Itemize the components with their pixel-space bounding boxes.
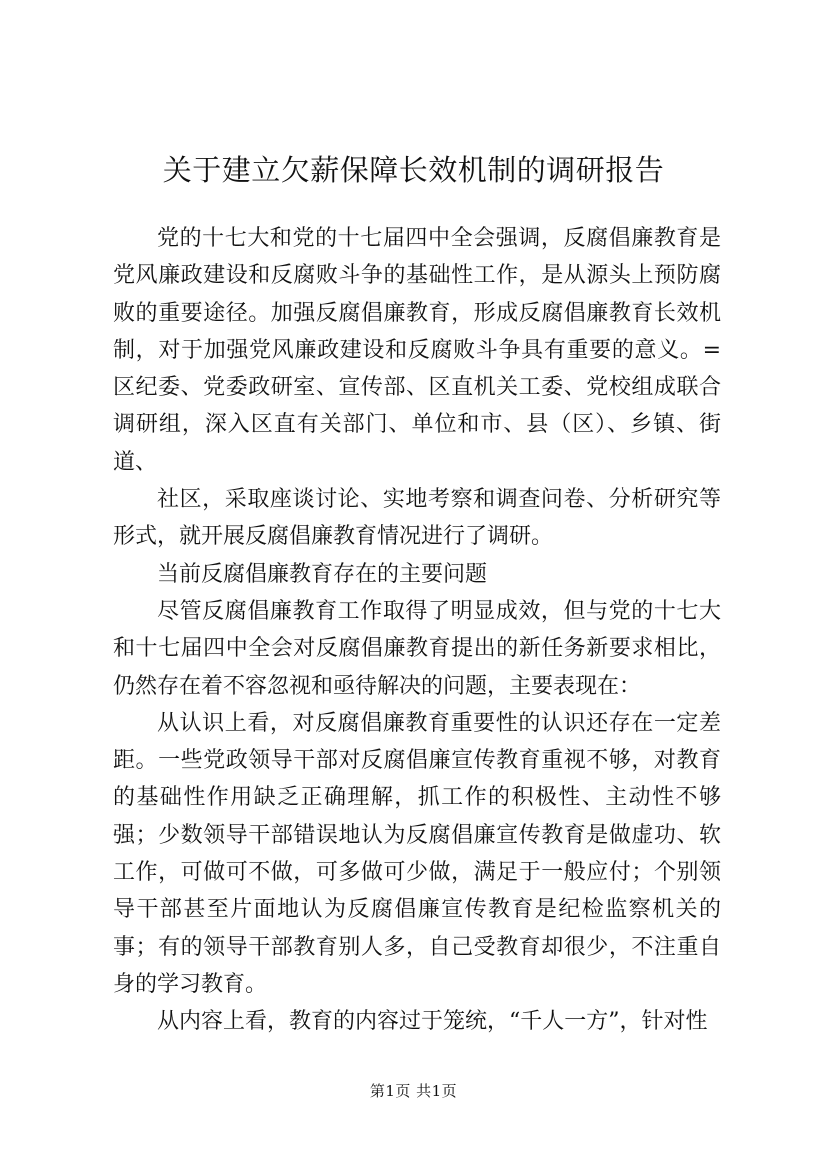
document-title: 关于建立欠薪保障长效机制的调研报告 — [162, 153, 665, 187]
paragraph-method: 社区，采取座谈讨论、实地考察和调查问卷、分析研究等形式，就开展反腐倡廉教育情况进行了调研。 — [113, 487, 721, 550]
page-footer: 第1页 共1页 — [369, 1082, 458, 1100]
paragraph-problems-overview: 尽管反腐倡廉教育工作取得了明显成效，但与党的十七大和十七届四中全会对反腐倡廉教育提出的新任务新要求相比，仍然存在着不容忽视和亟待解决的问题，主要表现在： — [113, 598, 721, 699]
paragraph-intro: 党的十七大和党的十七届四中全会强调，反腐倡廉教育是党风廉政建设和反腐败斗争的基础性工作，是从源头上预防腐败的重要途径。加强反腐倡廉教育，形成反腐倡廉教育长效机制，对于加强党风廉政建设和反腐败斗争具有重要的意义。=区纪委、党委政研室、宣传部、区直机关工委、党校组成联合调研组，深入区直有关部门、单位和市、县（区）、乡镇、街道、 — [113, 226, 721, 475]
document-body — [113, 220, 721, 1041]
paragraph-content: 从内容上看，教育的内容过于笼统，“千人一方”，针对性 — [157, 1009, 708, 1035]
section-heading-problems: 当前反腐倡廉教育存在的主要问题 — [157, 561, 488, 587]
paragraph-awareness: 从认识上看，对反腐倡廉教育重要性的认识还存在一定差距。一些党政领导干部对反腐倡廉宣传教育重视不够，对教育的基础性作用缺乏正确理解，抓工作的积极性、主动性不够强；少数领导干部错误地认为反腐倡廉宣传教育是做虚功、软工作，可做可不做，可多做可少做，满足于一般应付；个别领导干部甚至片面地认为反腐倡廉宣传教育是纪检监察机关的事；有的领导干部教育别人多，自己受教育却很少，不注重自身的学习教育。 — [113, 710, 721, 997]
